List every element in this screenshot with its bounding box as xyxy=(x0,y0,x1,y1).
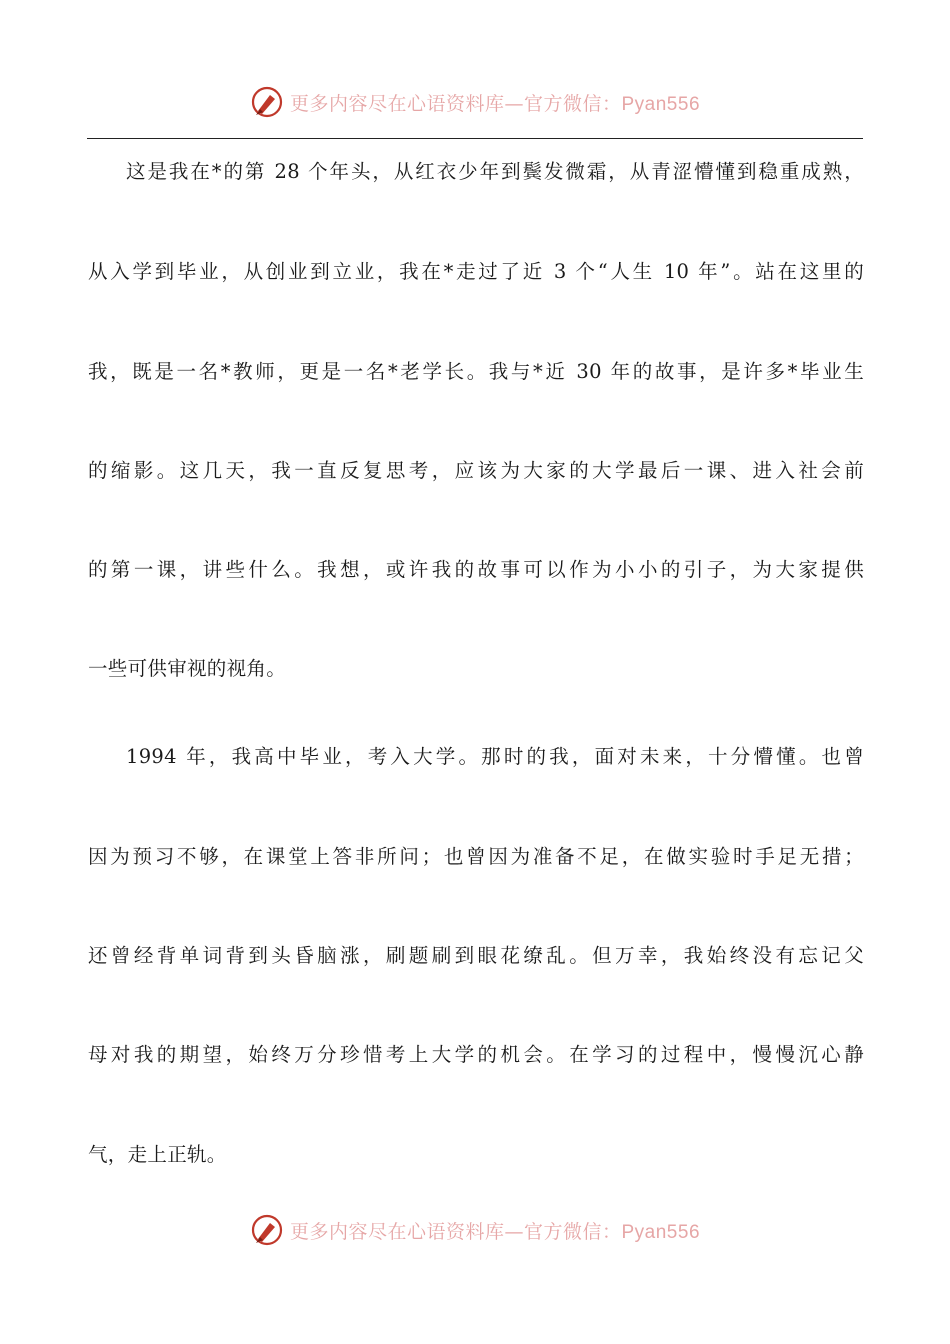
header-banner xyxy=(0,82,950,122)
body-line-8: 因为预习不够，在课堂上答非所问；也曾因为准备不足，在做实验时手足无措； xyxy=(88,845,864,868)
pen-nib-logo-icon xyxy=(250,85,284,119)
body-line-9: 还曾经背单词背到头昏脑涨，刷题刷到眼花缭乱。但万幸，我始终没有忘记父 xyxy=(88,944,864,967)
body-line-7: 1994 年，我高中毕业，考入大学。那时的我，面对未来，十分懵懂。也曾 xyxy=(126,745,864,768)
footer-banner xyxy=(0,1210,950,1250)
body-line-1: 这是我在*的第 28 个年头，从红衣少年到鬓发微霜，从青涩懵懂到稳重成熟， xyxy=(126,160,864,183)
body-line-2: 从入学到毕业，从创业到立业，我在*走过了近 3 个“人生 10 年”。站在这里的 xyxy=(88,260,864,283)
body-line-10: 母对我的期望，始终万分珍惜考上大学的机会。在学习的过程中，慢慢沉心静 xyxy=(88,1043,864,1066)
footer-banner-label: 更多内容尽在心语资料库—官方微信： xyxy=(289,1220,622,1243)
body-line-6: 一些可供审视的视角。 xyxy=(88,657,287,680)
footer-banner-text xyxy=(290,1217,700,1244)
body-line-3: 我，既是一名*教师，更是一名*老学长。我与*近 30 年的故事，是许多*毕业生 xyxy=(88,360,864,383)
pen-nib-logo-icon xyxy=(250,1213,284,1247)
header-banner-text xyxy=(290,89,700,116)
header-banner-label: 更多内容尽在心语资料库—官方微信： xyxy=(289,92,622,115)
header-rule xyxy=(87,138,863,139)
header-banner-handle: Pyan556 xyxy=(621,93,701,115)
footer-banner-handle: Pyan556 xyxy=(621,1221,701,1243)
body-line-11: 气，走上正轨。 xyxy=(88,1143,227,1166)
body-line-4: 的缩影。这几天，我一直反复思考，应该为大家的大学最后一课、进入社会前 xyxy=(88,459,864,482)
body-line-5: 的第一课，讲些什么。我想，或许我的故事可以作为小小的引子，为大家提供 xyxy=(88,558,864,581)
